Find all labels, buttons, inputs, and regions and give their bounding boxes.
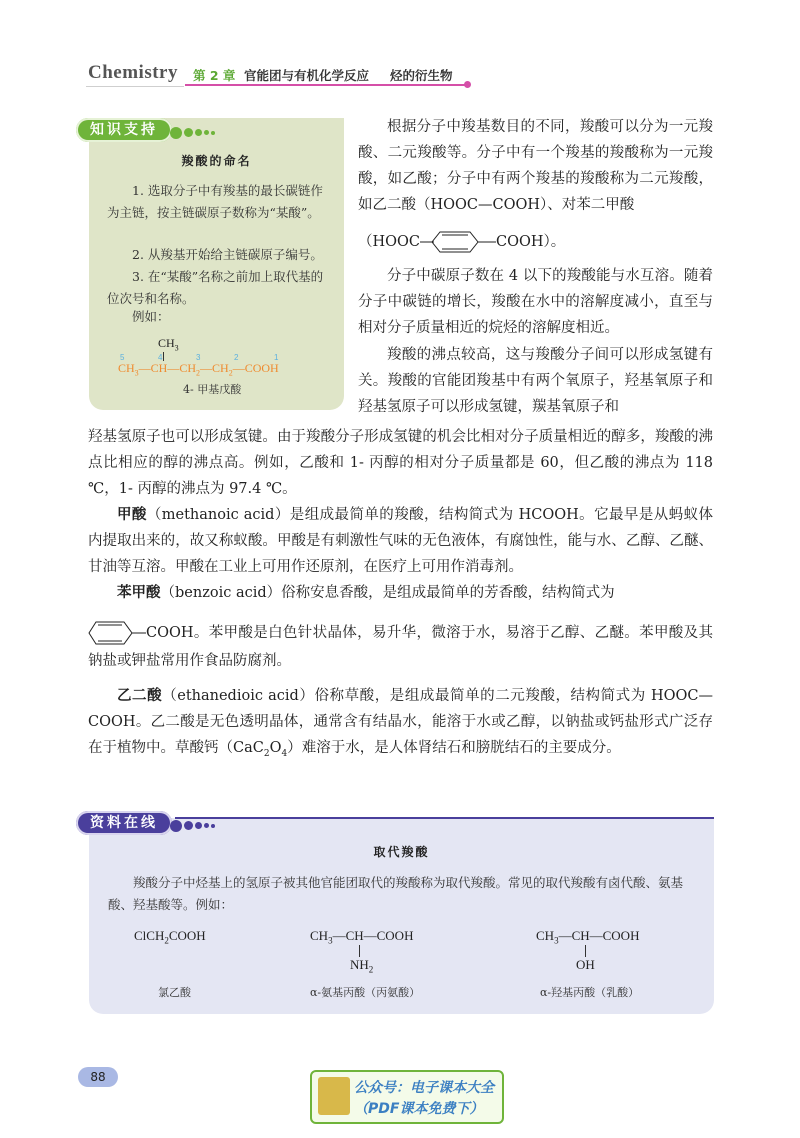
sidebar-title: 羧酸的命名 [181,154,252,168]
watermark-stamp [310,1070,504,1124]
benzene-ring-icon [420,229,496,255]
lactic-acid-formula: $CH_3—CH—COOH$ [536,928,640,946]
header-section: 烃的衍生物 [390,68,453,83]
term-formic-acid: 甲酸 [117,507,147,523]
header-rule-dot [464,81,471,88]
carbon-number-2: 2 [234,353,239,362]
infobox-title: 取代羧酸 [373,845,430,859]
tag-dots-decoration [170,122,217,141]
paragraph-boiling-point-cont: 羟基氢原子也可以形成氢键。由于羧酸分子形成氢键的机会比相对分子质量相近的醇多，羧酸的沸点比相应的醇的沸点高。例如，乙酸和 1- 丙醇的相对分子质量都是 60，但乙酸的沸点为 118 ℃，1- 丙醇的沸点为 97.4 ℃。 [88,429,713,497]
page-number: 88 [78,1067,118,1087]
data-online-tag: 资料在线 [76,811,172,835]
paragraph-solubility: 分子中碳原子数在 4 以下的羧酸能与水互溶。随着分子中碳链的增长，羧酸在水中的溶解度减小，直至与相对分子质量相近的烷烃的溶解度相近。 [358,268,713,336]
sidebar-example-label: 例如： [132,309,170,324]
stamp-line-1: 公众号：电子课本大全 [354,1080,494,1096]
lactic-acid-hydroxyl-group: OH [576,957,595,972]
carbon-number-1: 1 [274,353,279,362]
alanine-caption: α-氨基丙酸（丙氨酸） [310,986,421,999]
infobox-text: 羧酸分子中烃基上的氢原子被其他官能团取代的羧酸称为取代羧酸。常见的取代羧酸有卤代酸、氨基酸、羟基酸等。例如： [108,875,684,912]
carbon-number-4: 4 [158,353,163,362]
paragraph-formic-acid: 甲酸（methanoic acid）是组成最简单的羧酸，结构简式为 HCOOH。它最早是从蚂蚁体内提取出来的，故又称蚁酸。甲酸是有刺激性气味的无色液体，有腐蚀性，能与水、乙醇、乙醚、甘油等互溶。甲酸在工业上可用作还原剂，在医疗上可用作消毒剂。 [88,507,714,575]
data-online-rule [175,817,714,819]
chloroacetic-acid-caption: 氯乙酸 [158,986,191,999]
term-benzoic-acid: 苯甲酸 [117,585,161,601]
carbon-number-3: 3 [196,353,201,362]
paragraph-boiling-point: 羧酸的沸点较高，这与羧酸分子间可以形成氢键有关。羧酸的官能团羧基中有两个氧原子，羟基氧原子和羟基氢原子可以形成氢键，羰基氧原子和 [358,347,713,415]
lactic-acid-branch-bond [585,945,586,957]
stamp-line-2: （PDF课本免费下） [354,1101,484,1117]
header-chapter-title: 官能团与有机化学反应 [244,68,370,83]
carbon-number-5: 5 [120,353,125,362]
formula-caption: 4- 甲基戊酸 [183,383,242,396]
formula-branch-bond [163,352,164,361]
benzene-ring-icon [88,618,146,648]
lactic-acid-caption: α-羟基丙酸（乳酸） [540,986,640,999]
sidebar-rule-2: 2. 从羧基开始给主链碳原子编号。 [132,247,323,262]
header-rule-left [86,86,184,87]
formula-branch-methyl: $CH_3$ [158,336,179,353]
alanine-formula: $CH_3—CH—COOH$ [310,928,414,946]
header-rule [185,84,467,86]
formula-main-chain: $CH_3—CH—CH_2—CH_2—COOH$ [118,361,279,378]
sidebar-rule-1: 1. 选取分子中有羧基的最长碳链作为主链，按主链碳原子数称为“某酸”。 [107,183,323,220]
sidebar-rule-3: 3. 在“某酸”名称之前加上取代基的位次号和名称。 [107,269,324,306]
tag-dots-decoration [170,815,217,834]
paragraph-classification: 根据分子中羧基数目的不同，羧酸可以分为一元羧酸、二元羧酸等。分子中有一个羧基的羧酸称为一元羧酸，如乙酸；分子中有两个羧基的羧酸称为二元羧酸，如乙二酸（HOOC—COOH）、对苯二甲酸 [358,119,713,213]
alanine-branch-bond [359,945,360,957]
alanine-amino-group: $NH_2$ [350,957,374,975]
chloroacetic-acid-formula: ClCH$_2$COOH [134,928,206,946]
knowledge-support-tag: 知识支持 [76,118,172,142]
term-oxalic-acid: 乙二酸 [117,688,163,704]
header-chapter: 第 2 章 [193,68,236,83]
terephthalic-formula-line: （HOOC COOH）。 [358,229,713,255]
paragraph-benzoic-acid-cont: COOH。苯甲酸是白色针状晶体，易升华，微溶于水，易溶于乙醇、乙醚。苯甲酸及其钠盐或钾盐常用作食品防腐剂。 [88,618,713,674]
paragraph-benzoic-acid: 苯甲酸（benzoic acid）俗称安息香酸，是组成最简单的芳香酸，结构简式为 [117,585,615,601]
header-brand: Chemistry [88,62,178,83]
book-logo-icon [318,1077,350,1115]
paragraph-oxalic-acid: 乙二酸（ethanedioic acid）俗称草酸，是组成最简单的二元羧酸，结构简式为 HOOC—COOH。乙二酸是无色透明晶体，通常含有结晶水，能溶于水或乙醇，以钠盐或钙盐形式广泛存在于植物中。草酸钙$(CaC_2O_4)$难溶于水，是人体肾结石和膀胱结石的主要成分。 [88,688,713,759]
